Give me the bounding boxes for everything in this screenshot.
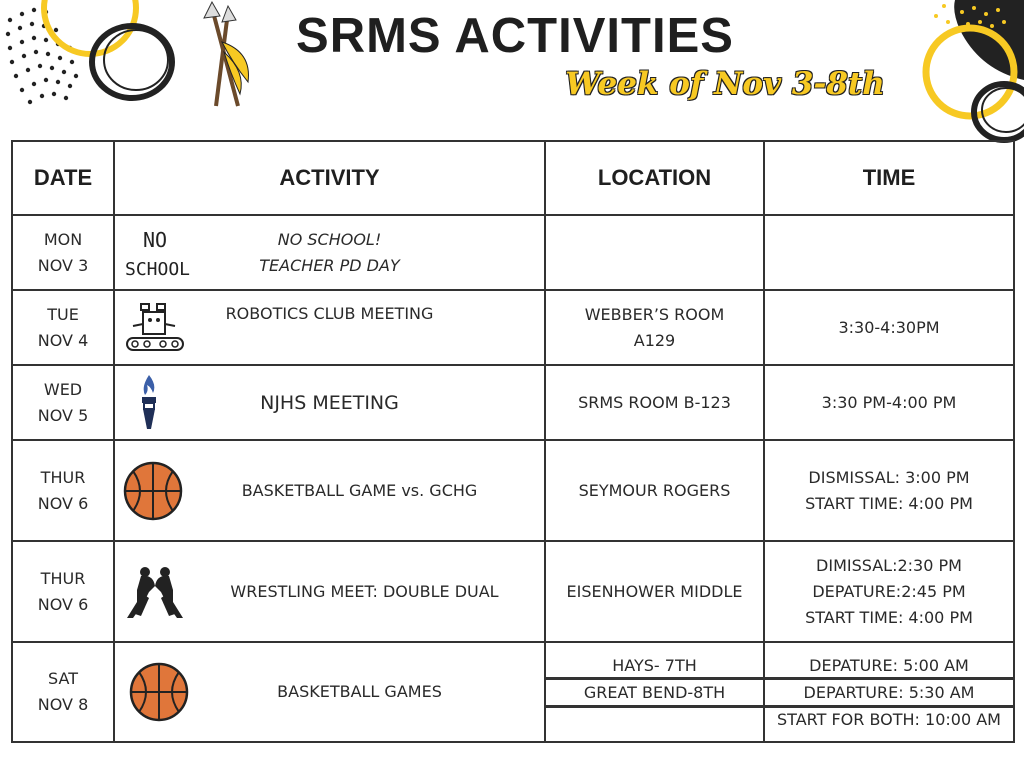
table-row <box>13 441 1013 542</box>
date-day: THUR <box>40 568 86 588</box>
activity-line-1: ROBOTICS CLUB MEETING <box>225 304 434 323</box>
time-cell <box>765 643 1013 741</box>
activity-cell <box>115 643 546 741</box>
activity-line-1: BASKETBALL GAMES <box>277 682 442 701</box>
location-cell <box>546 441 765 540</box>
divider <box>546 705 763 708</box>
date-num: NOV 8 <box>37 695 89 714</box>
basketball-icon <box>123 461 183 521</box>
top-right-decoration <box>900 0 1024 150</box>
time-line-2: DEPATURE:2:45 PM <box>812 581 966 601</box>
time-cell <box>765 291 1013 364</box>
svg-text:NO: NO <box>143 227 168 252</box>
date-day: MON <box>43 229 83 249</box>
svg-text:SCHOOL: SCHOOL <box>125 258 191 280</box>
location-cell <box>546 542 765 641</box>
time-cell <box>765 441 1013 540</box>
date-num: NOV 4 <box>37 330 89 350</box>
activity-line-1: NO SCHOOL! <box>277 229 382 249</box>
location-cell <box>546 291 765 364</box>
time-cell <box>765 216 1013 289</box>
date-day: TUE <box>47 304 79 324</box>
date-num: NOV 3 <box>37 255 89 275</box>
location-line-1: EISENHOWER MIDDLE <box>566 581 743 601</box>
location-line-2: GREAT BEND-8TH <box>583 683 726 702</box>
activity-cell <box>115 216 546 289</box>
time-cell <box>765 366 1013 439</box>
activity-line-2: TEACHER PD DAY <box>259 255 400 275</box>
location-line-1: SRMS ROOM B-123 <box>578 392 731 412</box>
time-line-1: DEPATURE: 5:00 AM <box>809 656 969 675</box>
time-line-1: 3:30 PM-4:00 PM <box>821 392 957 412</box>
table-row <box>13 542 1013 643</box>
location-line-1: SEYMOUR ROGERS <box>578 480 731 500</box>
activity-line-1: BASKETBALL GAME vs. GCHG <box>241 480 478 500</box>
column-header-date: DATE <box>13 142 115 214</box>
activity-line-1: WRESTLING MEET: DOUBLE DUAL <box>230 581 499 601</box>
column-header-activity: ACTIVITY <box>115 142 546 214</box>
date-cell <box>13 291 115 364</box>
table-row <box>13 366 1013 441</box>
arrows-logo-icon <box>192 2 262 110</box>
activity-cell <box>115 291 546 364</box>
location-line-1: WEBBER’S ROOM <box>584 304 725 324</box>
date-num: NOV 5 <box>37 405 89 425</box>
time-line-2: START TIME: 4:00 PM <box>805 493 973 513</box>
location-cell <box>546 643 765 741</box>
activity-cell <box>115 441 546 540</box>
activities-table <box>11 140 1015 743</box>
activity-line-1: NJHS MEETING <box>260 391 399 414</box>
activity-cell <box>115 366 546 439</box>
date-num: NOV 6 <box>37 493 89 513</box>
page-title: SRMS ACTIVITIES <box>296 9 734 63</box>
date-day: WED <box>43 379 83 399</box>
time-cell <box>765 542 1013 641</box>
date-day: THUR <box>40 467 86 487</box>
date-day: SAT <box>48 669 78 688</box>
activity-cell <box>115 542 546 641</box>
date-cell <box>13 216 115 289</box>
table-row <box>13 291 1013 366</box>
date-cell <box>13 441 115 540</box>
time-line-1: DIMISSAL:2:30 PM <box>816 555 962 575</box>
column-header-location: LOCATION <box>546 142 765 214</box>
table-header-row <box>13 142 1013 216</box>
time-line-1: DISMISSAL: 3:00 PM <box>808 467 970 487</box>
table-row <box>13 643 1013 741</box>
date-cell <box>13 643 115 741</box>
date-num: NOV 6 <box>37 594 89 614</box>
time-line-2: DEPARTURE: 5:30 AM <box>803 683 975 702</box>
page-subtitle: Week of Nov 3-8th <box>565 66 885 102</box>
table-row <box>13 216 1013 291</box>
column-header-time: TIME <box>862 165 916 190</box>
location-line-1: HAYS- 7TH <box>612 656 697 675</box>
time-line-3: START FOR BOTH: 10:00 AM <box>777 710 1001 729</box>
location-cell <box>546 366 765 439</box>
location-cell <box>546 216 765 289</box>
date-cell <box>13 542 115 641</box>
date-cell <box>13 366 115 439</box>
wrestling-icon <box>123 564 189 620</box>
time-line-3: START TIME: 4:00 PM <box>805 607 973 627</box>
location-line-2: A129 <box>633 330 676 350</box>
time-line-1: 3:30-4:30PM <box>838 317 940 337</box>
top-left-decoration <box>0 0 180 125</box>
